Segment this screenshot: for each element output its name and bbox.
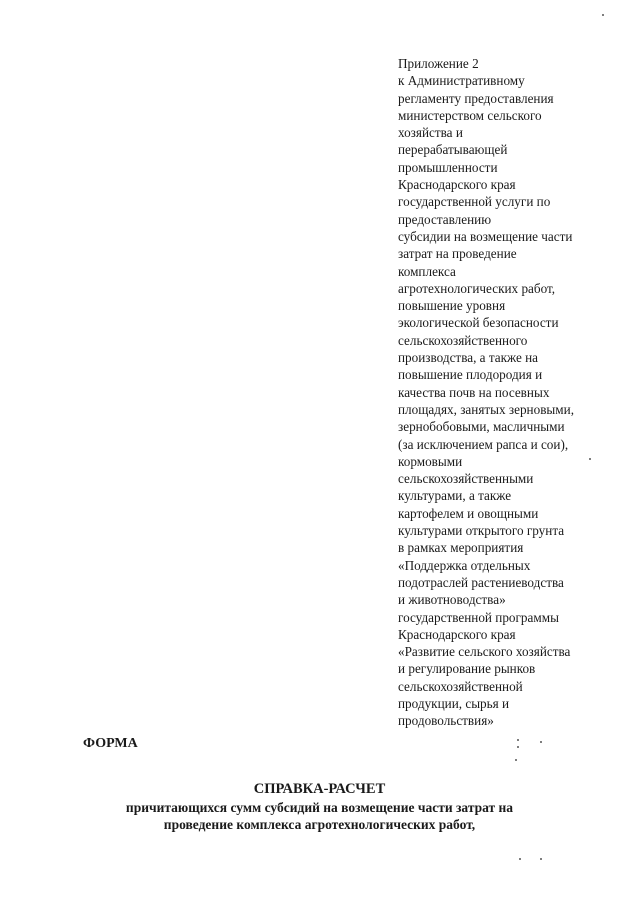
scan-speck bbox=[515, 759, 517, 761]
appendix-line: повышение уровня bbox=[398, 298, 506, 314]
appendix-line: продукции, сырья и bbox=[398, 695, 510, 711]
appendix-line: агротехнологических работ, bbox=[398, 280, 556, 296]
appendix-line: Краснодарского края bbox=[398, 626, 516, 642]
appendix-line: кормовыми bbox=[398, 453, 463, 469]
title-subline-1: причитающихся сумм субсидий на возмещение части затрат на bbox=[125, 800, 514, 815]
scan-speck bbox=[540, 858, 542, 860]
appendix-line: культурами открытого грунта bbox=[398, 523, 565, 539]
appendix-line: «Поддержка отдельных bbox=[398, 557, 531, 573]
appendix-line: сельскохозяйственными bbox=[398, 471, 534, 487]
appendix-line: министерством сельского bbox=[398, 107, 542, 123]
title-main: СПРАВКА-РАСЧЕТ bbox=[253, 781, 386, 797]
appendix-line: культурами, а также bbox=[398, 488, 512, 504]
scan-speck bbox=[519, 858, 521, 860]
scan-speck bbox=[602, 14, 604, 16]
appendix-line: субсидии на возмещение части bbox=[398, 228, 573, 244]
appendix-line: регламенту предоставления bbox=[398, 90, 554, 106]
appendix-line: производства, а также на bbox=[398, 350, 539, 366]
appendix-line: предоставлению bbox=[398, 211, 492, 227]
appendix-line: к Административному bbox=[398, 73, 525, 89]
appendix-line: зернобобовыми, масличными bbox=[398, 419, 565, 435]
appendix-line: (за исключением рапса и сои), bbox=[398, 436, 569, 452]
scan-speck bbox=[540, 741, 542, 743]
appendix-line: продовольствия» bbox=[398, 713, 494, 729]
appendix-line: и животноводства» bbox=[398, 592, 506, 608]
appendix-line: качества почв на посевных bbox=[398, 384, 550, 400]
appendix-line: государственной услуги по bbox=[398, 194, 551, 210]
appendix-line: «Развитие сельского хозяйства bbox=[398, 644, 571, 660]
appendix-line: хозяйства и bbox=[398, 125, 463, 141]
appendix-line: Приложение 2 bbox=[398, 56, 479, 71]
scan-speck bbox=[517, 739, 519, 741]
appendix-line: и регулирование рынков bbox=[398, 661, 536, 677]
appendix-line: площадях, занятых зерновыми, bbox=[398, 401, 574, 417]
scan-speck bbox=[589, 458, 591, 460]
appendix-line: сельскохозяйственного bbox=[398, 332, 528, 348]
document-title bbox=[60, 779, 579, 833]
appendix-line: картофелем и овощными bbox=[398, 505, 539, 521]
appendix-header bbox=[398, 55, 613, 730]
appendix-line: комплекса bbox=[398, 263, 456, 279]
scan-speck bbox=[517, 746, 519, 748]
appendix-line: перерабатывающей bbox=[398, 142, 508, 158]
appendix-line: промышленности bbox=[398, 159, 498, 175]
appendix-line: повышение плодородия и bbox=[398, 367, 543, 383]
title-subline-2: проведение комплекса агротехнологических работ, bbox=[163, 817, 476, 832]
appendix-line: в рамках мероприятия bbox=[398, 540, 524, 556]
appendix-line: подотраслей растениеводства bbox=[398, 574, 564, 590]
appendix-line: затрат на проведение bbox=[398, 246, 517, 262]
appendix-line: сельскохозяйственной bbox=[398, 678, 523, 694]
appendix-line: государственной программы bbox=[398, 609, 559, 625]
form-label: ФОРМА bbox=[83, 736, 138, 751]
appendix-line: Краснодарского края bbox=[398, 177, 516, 193]
appendix-line: экологической безопасности bbox=[398, 315, 559, 331]
